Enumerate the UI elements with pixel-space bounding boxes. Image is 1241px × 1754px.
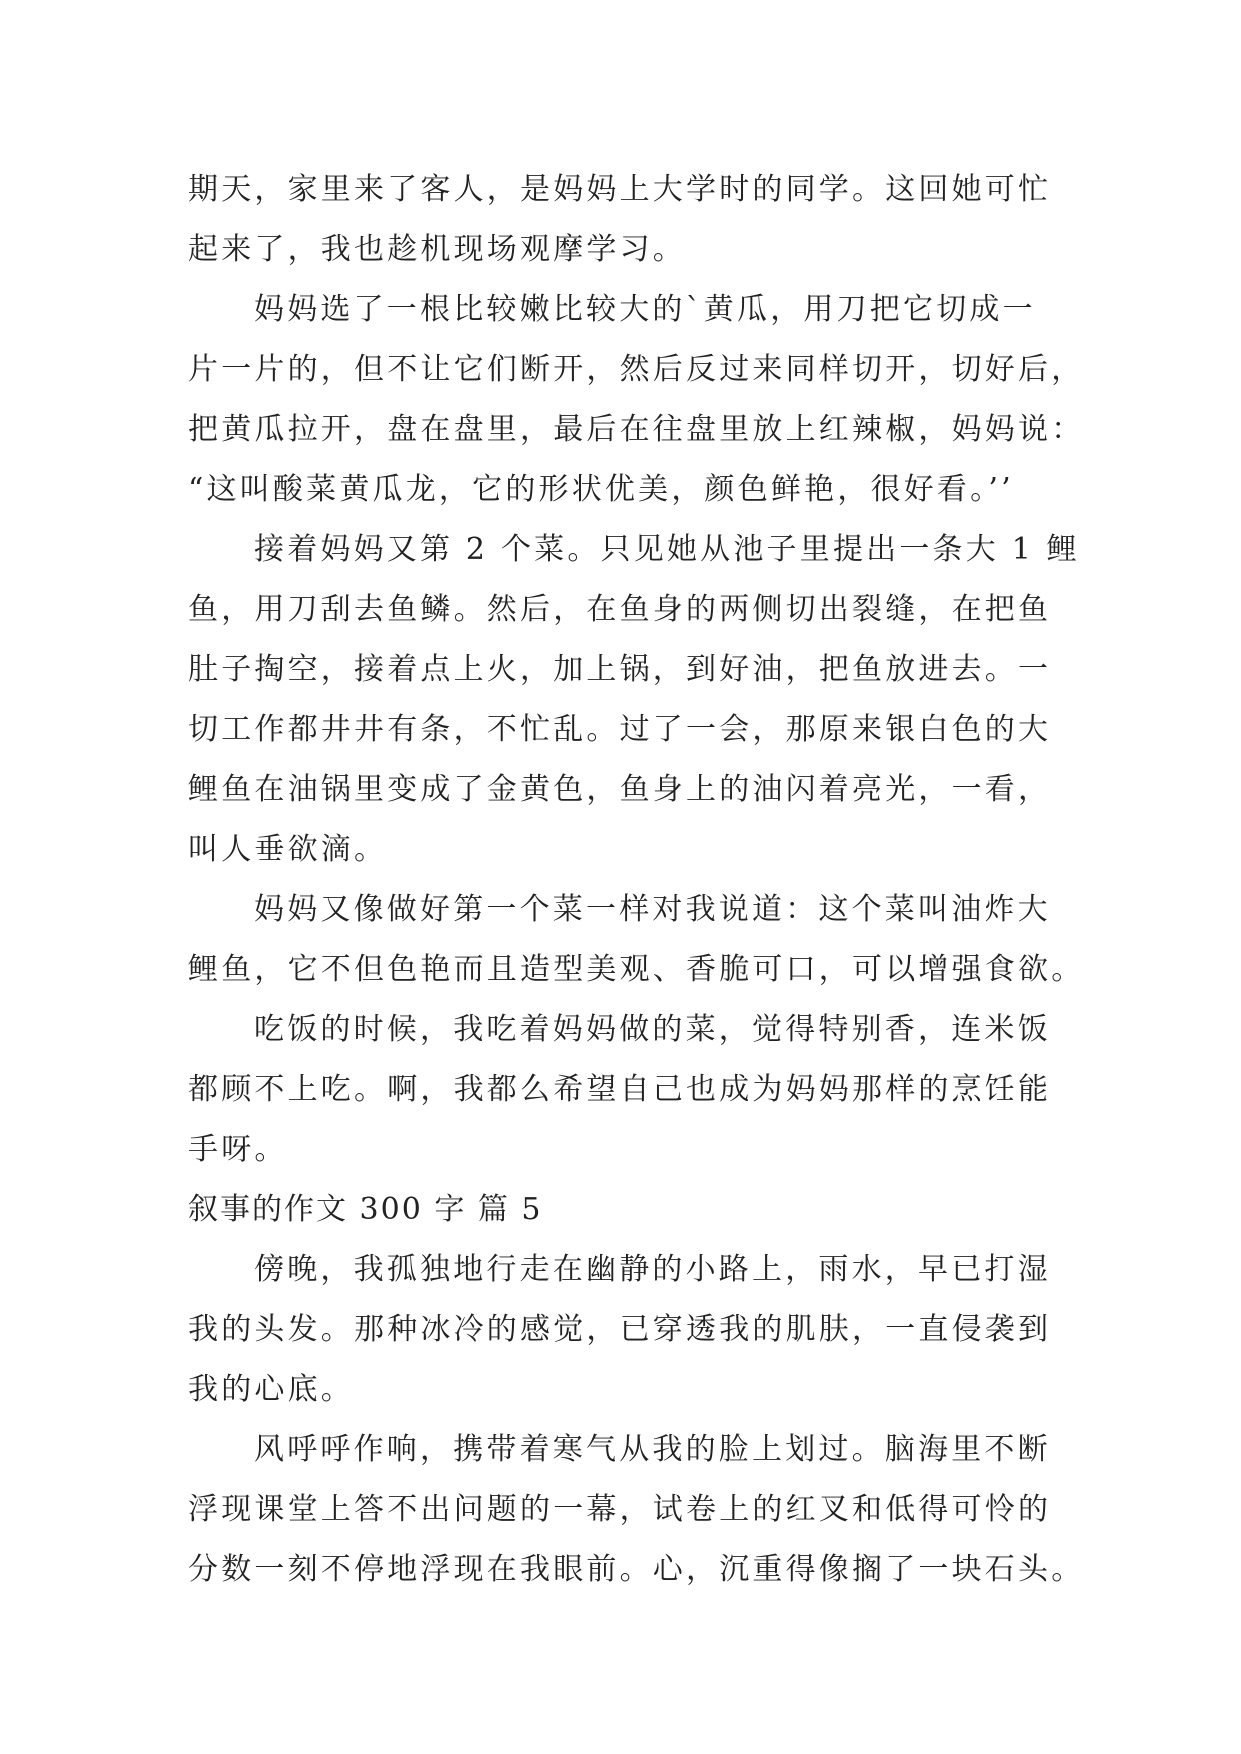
text-line: 片一片的，但不让它们断开，然后反过来同样切开，切好后， [188, 352, 1085, 387]
text-line: 接着妈妈又第 2 个菜。只见她从池子里提出一条大 1 鲤 [254, 532, 1080, 567]
text-line: 我的头发。那种冰冷的感觉，已穿透我的肌肤，一直侵袭到 [188, 1312, 1052, 1347]
text-line: 切工作都井井有条，不忙乱。过了一会，那原来银白色的大 [188, 712, 1052, 747]
text-line: 鲤鱼，它不但色艳而且造型美观、香脆可口，可以增强食欲。 [188, 952, 1085, 987]
text-line: 起来了，我也趁机现场观摩学习。 [188, 232, 686, 267]
text-line: 傍晚，我孤独地行走在幽静的小路上，雨水，早已打湿 [254, 1252, 1051, 1287]
text-line: 我的心底。 [188, 1372, 354, 1407]
text-line: 鱼，用刀刮去鱼鳞。然后，在鱼身的两侧切出裂缝，在把鱼 [188, 592, 1052, 627]
document-body [188, 160, 1085, 1600]
text-line: 吃饭的时候，我吃着妈妈做的菜，觉得特别香，连米饭 [254, 1012, 1051, 1047]
section-heading: 叙事的作文 300 字 篇 5 [188, 1192, 543, 1227]
paragraph [188, 520, 1080, 880]
text-line: 肚子掏空，接着点上火，加上锅，到好油，把鱼放进去。一 [188, 652, 1052, 687]
paragraph [188, 280, 1085, 520]
text-line: 浮现课堂上答不出问题的一幕，试卷上的红叉和低得可怜的 [188, 1492, 1052, 1527]
text-line: 分数一刻不停地浮现在我眼前。心，沉重得像搁了一块石头。 [188, 1552, 1085, 1587]
text-line: 把黄瓜拉开，盘在盘里，最后在往盘里放上红辣椒，妈妈说： [188, 412, 1085, 447]
paragraph [188, 880, 1085, 1000]
text-line: 鲤鱼在油锅里变成了金黄色，鱼身上的油闪着亮光，一看， [188, 772, 1052, 807]
text-line: 妈妈又像做好第一个菜一样对我说道：这个菜叫油炸大 [254, 892, 1051, 927]
text-line: 都顾不上吃。啊，我都么希望自己也成为妈妈那样的烹饪能 [188, 1072, 1052, 1107]
text-line: 风呼呼作响，携带着寒气从我的脸上划过。脑海里不断 [254, 1432, 1051, 1467]
paragraph [188, 160, 1060, 280]
text-line: “这叫酸菜黄瓜龙，它的形状优美，颜色鲜艳，很好看。’’ [188, 472, 1014, 507]
text-line: 叫人垂欲滴。 [188, 832, 388, 867]
paragraph [188, 1240, 1060, 1420]
paragraph [188, 1420, 1085, 1600]
paragraph [188, 1000, 1060, 1180]
text-line: 妈妈选了一根比较嫩比较大的`黄瓜，用刀把它切成一 [254, 292, 1036, 327]
text-line: 期天，家里来了客人，是妈妈上大学时的同学。这回她可忙 [188, 172, 1052, 207]
text-line: 手呀。 [188, 1132, 288, 1167]
